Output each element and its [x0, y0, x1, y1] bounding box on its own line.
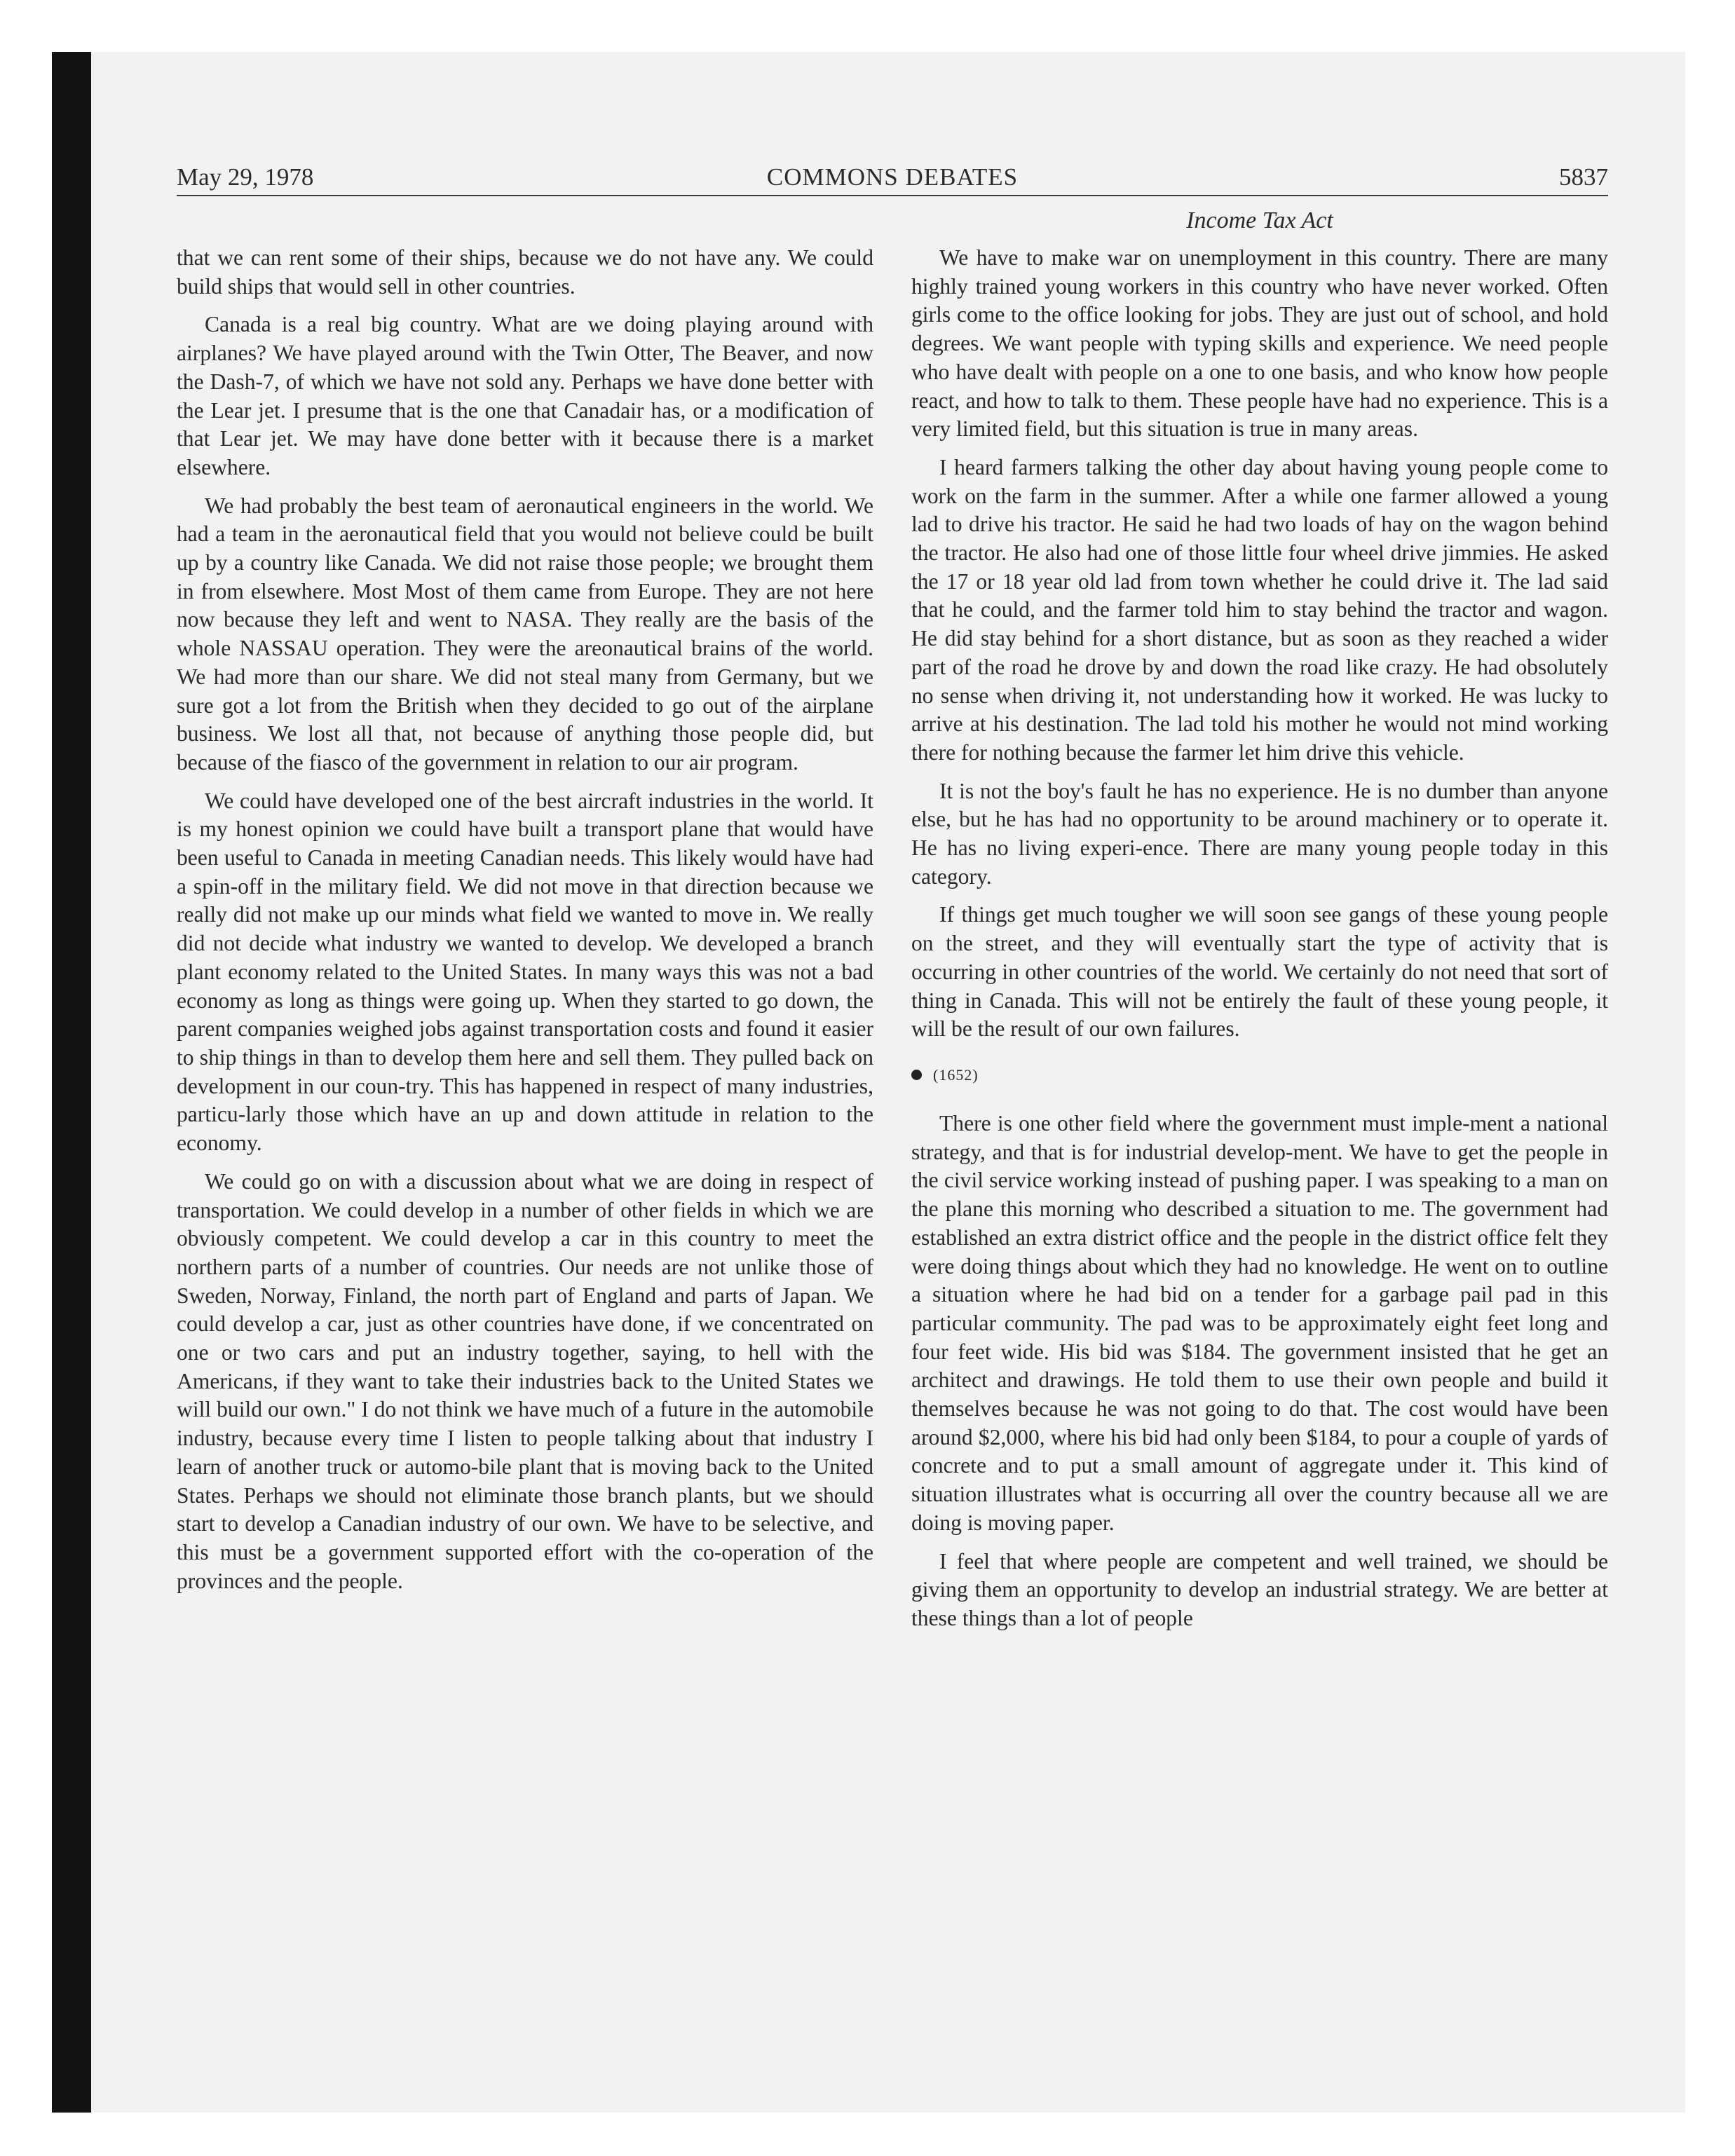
paragraph: We could have developed one of the best aircraft industries in the world. It is my honest opinion we could have built a transport plane that would have been useful to Canada in meeting Canadian needs. This likely would have had a spin-off in the military field. We did not move in that direction because we really did not make up our minds what field we wanted to move in. We really did not decide what industry we wanted to develop. We developed a branch plant economy related to the United States. In many ways this was not a bad economy as long as things were going up. When they started to go down, the parent companies weighed jobs against transportation costs and found it easier to ship things in than to develop them here and sell them. They pulled back on development in our coun-try. This has happened in respect of many industries, particu-larly those which have an up and down attitude in relation to the economy. [177, 788, 873, 1156]
right-column [911, 244, 1608, 1643]
page-number: 5837 [1559, 163, 1608, 191]
paragraph: We had probably the best team of aeronautical engineers in the world. We had a team in the aeronautical field that you would not believe could be built up by a country like Canada. We did not raise those people; we brought them in from elsewhere. Most Most of them came from Europe. They are not here now because they left and went to NASA. They really are the basis of the whole NASSAU operation. They were the areonautical brains of the world. We had more than our share. We did not steal many from Germany, but we sure got a lot from the British when they decided to go out of the airplane business. We lost all that, not because of anything those people did, but because of the fiasco of the government in relation to our air program. [177, 493, 873, 775]
paragraph: I heard farmers talking the other day about having young people come to work on the farm in the summer. After a while one farmer allowed a young lad to drive his tractor. He said he had two loads of hay on the wagon behind the tractor. He also had one of those little four wheel drive jimmies. He asked the 17 or 18 year old lad from town whether he could drive it. The lad said that he could, and the farmer told him to stay behind the tractor and wagon. He did stay behind for a short distance, but as soon as they reached a wider part of the road he drove by and down the road like crazy. He had obsolutely no sense when driving it, not understanding how it worked. He was lucky to arrive at his destination. The lad told his mother he would not mind working there for nothing because the farmer let him drive this vehicle. [911, 454, 1608, 765]
publication-title: COMMONS DEBATES [766, 163, 1019, 191]
header-rule [177, 195, 1608, 196]
time-marker-label: (1652) [933, 1065, 979, 1084]
paragraph: that we can rent some of their ships, because we do not have any. We could build ships that would sell in other countries. [177, 245, 873, 299]
scan-edge-bar [52, 52, 91, 2113]
paragraph: Canada is a real big country. What are we doing playing around with airplanes? We have played around with the Twin Otter, The Beaver, and now the Dash-7, of which we have not sold any. Perhaps we have done better with the Lear jet. I presume that is the one that Canadair has, or a modification of that Lear jet. We may have done better with it because there is a market elsewhere. [177, 312, 873, 479]
running-head: Income Tax Act [1186, 207, 1333, 233]
paragraph: We could go on with a discussion about what we are doing in respect of transportation. We could develop in a number of other fields in which we are obviously competent. We could develop a car in this country to meet the northern parts of a number of countries. Our needs are not unlike those of Sweden, Norway, Finland, the north part of England and parts of Japan. We could develop a car, just as other countries have done, if we concentrated on one or two cars and put an industry together, saying, to hell with the Americans, if they want to take their industries back to the United States we will build our own." I do not think we have much of a future in the automobile industry, because every time I listen to people talking about that industry I learn of another truck or automo-bile plant that is moving back to the United States. Perhaps we should not eliminate those branch plants, but we should start to develop a Canadian industry of our own. We have to be selective, and this must be a government supported effort with the co-operation of the provinces and the people. [177, 1168, 873, 1593]
time-marker [911, 1065, 1608, 1086]
header-date: May 29, 1978 [177, 163, 314, 191]
paragraph: It is not the boy's fault he has no experience. He is no dumber than anyone else, but he has had no opportunity to be around machinery or to operate it. He has no living experi-ence. There are many young people today in this category. [911, 778, 1608, 889]
paragraph: There is one other field where the government must imple-ment a national strategy, and that is for industrial develop-ment. We have to get the people in the civil service working instead of pushing paper. I was speaking to a man on the plane this morning who described a situation to me. The government had established an extra district office and the people in the district office felt they were doing things about which they had no knowledge. He went on to outline a situation where he had bid on a tender for a garbage pail pad in this particular community. The pad was to be approximately eight feet long and four feet wide. His bid was $184. The government insisted that he get an architect and drawings. He told them to use their own people and build it themselves because he was not going to do that. The cost would have been around $2,000, where his bid had only been $184, to pour a couple of yards of concrete and to put a small amount of aggregate under it. This kind of situation illustrates what is occurring all over the country because all we are doing is moving paper. [911, 1110, 1608, 1535]
page-header [177, 160, 1608, 195]
bullet-icon [911, 1070, 922, 1080]
left-column [177, 244, 873, 1605]
paragraph: If things get much tougher we will soon see gangs of these young people on the street, and they will eventually start the type of activity that is occurring in other countries of the world. We certainly do not need that sort of thing in Canada. This will not be entirely the fault of these young people, it will be the result of our own failures. [911, 902, 1608, 1042]
paragraph: We have to make war on unemployment in this country. There are many highly trained young workers in this country who have never worked. Often girls come to the office looking for jobs. They are just out of school, and hold degrees. We want people with typing skills and experience. We need people who have dealt with people on a one to one basis, and who know how people react, and how to talk to them. These people have had no experience. This is a very limited field, but this situation is true in many areas. [911, 245, 1608, 442]
paragraph: I feel that where people are competent and well trained, we should be giving them an opportunity to develop an industrial strategy. We are better at these things than a lot of people [911, 1548, 1608, 1630]
